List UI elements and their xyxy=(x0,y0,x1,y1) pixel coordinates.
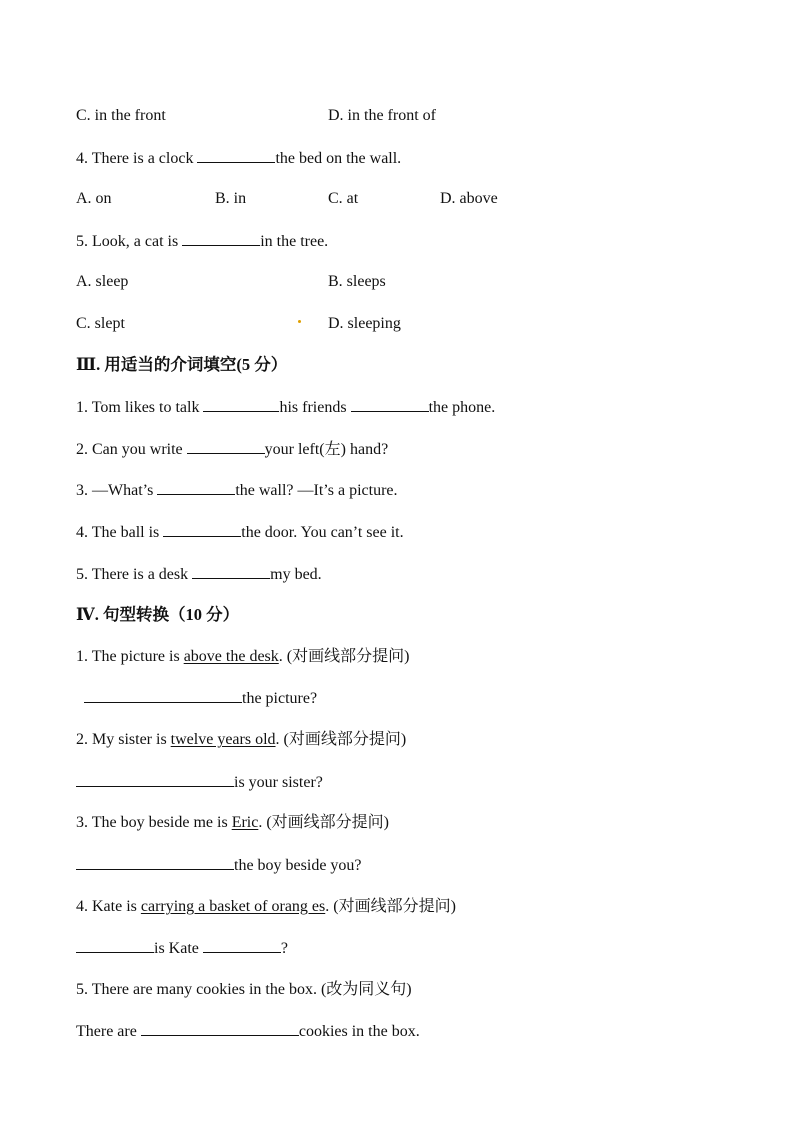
s4-item-3: 3. The boy beside me is Eric. (对画线部分提问) xyxy=(76,814,390,831)
q5-option-d: D. sleeping xyxy=(328,315,401,332)
q5-option-c: C. slept xyxy=(76,315,125,332)
answer-blank[interactable] xyxy=(203,397,279,412)
q4-option-c: C. at xyxy=(328,190,359,207)
answer-blank[interactable] xyxy=(76,772,234,787)
q4-option-d: D. above xyxy=(440,190,498,207)
q5-option-b: B. sleeps xyxy=(328,273,386,290)
answer-blank[interactable] xyxy=(182,231,260,246)
answer-blank[interactable] xyxy=(192,564,270,579)
q4-stem: 4. There is a clock the bed on the wall. xyxy=(76,150,402,167)
s4-answer-3: the boy beside you? xyxy=(76,855,362,876)
s4-answer-2: is your sister? xyxy=(76,772,323,793)
underlined-phrase: twelve years old xyxy=(170,731,276,748)
s3-item-4: 4. The ball is the door. You can’t see it. xyxy=(76,524,404,541)
s4-item-4: 4. Kate is carrying a basket of orang es. (对画线部分提问) xyxy=(76,898,456,915)
section-3-title: Ⅲ. 用适当的介词填空(5 分） xyxy=(76,355,288,374)
q5-stem: 5. Look, a cat is in the tree. xyxy=(76,233,329,250)
s4-answer-5: There are cookies in the box. xyxy=(76,1023,420,1040)
underlined-phrase: above the desk xyxy=(183,648,279,665)
s3-item-1: 1. Tom likes to talk his friends the phone. xyxy=(76,399,496,416)
q4-option-a: A. on xyxy=(76,190,112,207)
q3-option-c: C. in the front xyxy=(76,107,166,124)
answer-blank[interactable] xyxy=(76,938,154,953)
s3-item-5: 5. There is a desk my bed. xyxy=(76,566,322,583)
q3-option-d: D. in the front of xyxy=(328,107,436,124)
s4-item-5: 5. There are many cookies in the box. (改为同义句) xyxy=(76,981,412,998)
answer-blank[interactable] xyxy=(203,938,281,953)
answer-blank[interactable] xyxy=(84,688,242,703)
underlined-phrase: carrying a basket of orang es xyxy=(140,898,326,915)
s4-answer-1: the picture? xyxy=(84,688,317,709)
section-4-title: Ⅳ. 句型转换（10 分） xyxy=(76,605,240,624)
answer-blank[interactable] xyxy=(197,148,275,163)
s3-item-3: 3. —What’s the wall? —It’s a picture. xyxy=(76,482,398,499)
q4-option-b: B. in xyxy=(215,190,247,207)
s4-item-2: 2. My sister is twelve years old. (对画线部分提问) xyxy=(76,731,407,748)
answer-blank[interactable] xyxy=(163,522,241,537)
s4-answer-4: is Kate ? xyxy=(76,938,288,959)
answer-blank[interactable] xyxy=(351,397,429,412)
s3-item-2: 2. Can you write your left(左) hand? xyxy=(76,441,389,458)
s4-item-1: 1. The picture is above the desk. (对画线部分提问) xyxy=(76,648,410,665)
underlined-phrase: Eric xyxy=(231,814,259,831)
q5-option-a: A. sleep xyxy=(76,273,129,290)
answer-blank[interactable] xyxy=(157,480,235,495)
answer-blank[interactable] xyxy=(187,439,265,454)
stray-mark xyxy=(298,320,301,323)
answer-blank[interactable] xyxy=(141,1021,299,1036)
answer-blank[interactable] xyxy=(76,855,234,870)
